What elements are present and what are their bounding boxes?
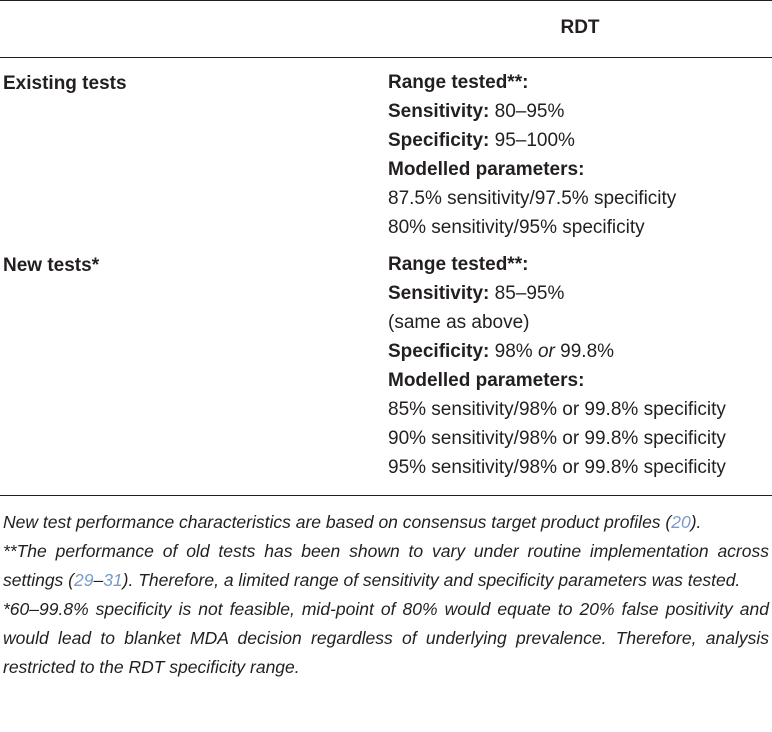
specificity-value: 95–100%: [489, 130, 575, 151]
modelled-parameter: 95% sensitivity/98% or 99.8% specificity: [388, 457, 726, 478]
sensitivity-value: 80–95%: [489, 101, 565, 122]
specificity-value-a: 98%: [489, 341, 538, 362]
specificity-line: [388, 126, 676, 155]
row-label-existing-tests: Existing tests: [3, 73, 127, 94]
modelled-parameter: 80% sensitivity/95% specificity: [388, 217, 645, 238]
reference-link-20[interactable]: 20: [671, 512, 691, 532]
specificity-label: Specificity:: [388, 130, 490, 151]
sensitivity-value: 85–95%: [489, 283, 565, 304]
reference-link-31[interactable]: 31: [103, 570, 123, 590]
bottom-rule: [0, 495, 772, 496]
modelled-parameter: 90% sensitivity/98% or 99.8% specificity: [388, 428, 726, 449]
specificity-line: [388, 337, 726, 366]
header-rule: [0, 57, 772, 58]
specificity-value-b: 99.8%: [554, 341, 615, 362]
modelled-parameters-heading: Modelled parameters:: [388, 370, 585, 391]
range-tested-heading: Range tested**:: [388, 254, 529, 275]
row-label-new-tests: New tests*: [3, 255, 100, 276]
modelled-parameters-heading: Modelled parameters:: [388, 159, 585, 180]
sensitivity-label: Sensitivity:: [388, 283, 490, 304]
footnote-1: New test performance characteristics are based on consensus target product profiles (20).: [3, 512, 702, 532]
range-tested-heading: Range tested**:: [388, 72, 529, 93]
sensitivity-line: [388, 97, 676, 126]
row-cell-existing-tests: [388, 68, 676, 242]
row-cell-new-tests: [388, 250, 726, 482]
table-footnotes: [3, 508, 769, 682]
sensitivity-line: [388, 279, 726, 308]
modelled-parameter: 85% sensitivity/98% or 99.8% specificity: [388, 399, 726, 420]
specificity-or: or: [537, 341, 555, 362]
specificity-label: Specificity:: [388, 341, 490, 362]
sensitivity-note: (same as above): [388, 312, 530, 333]
reference-link-29[interactable]: 29: [74, 570, 94, 590]
top-rule: [0, 0, 772, 1]
sensitivity-label: Sensitivity:: [388, 101, 490, 122]
footnote-2: **The performance of old tests has been shown to vary under routine implementation across settings (29–31). Therefore, a limited range of sensitivity and specificity parameters was tested.: [3, 541, 769, 590]
column-header-rdt: RDT: [560, 17, 600, 38]
footnote-3: *60–99.8% specificity is not feasible, mid-point of 80% would equate to 20% false positivity and would lead to blanket MDA decision regardless of underlying prevalence. Therefore, analysis restricted to the RDT specificity range.: [3, 599, 769, 677]
modelled-parameter: 87.5% sensitivity/97.5% specificity: [388, 188, 677, 209]
